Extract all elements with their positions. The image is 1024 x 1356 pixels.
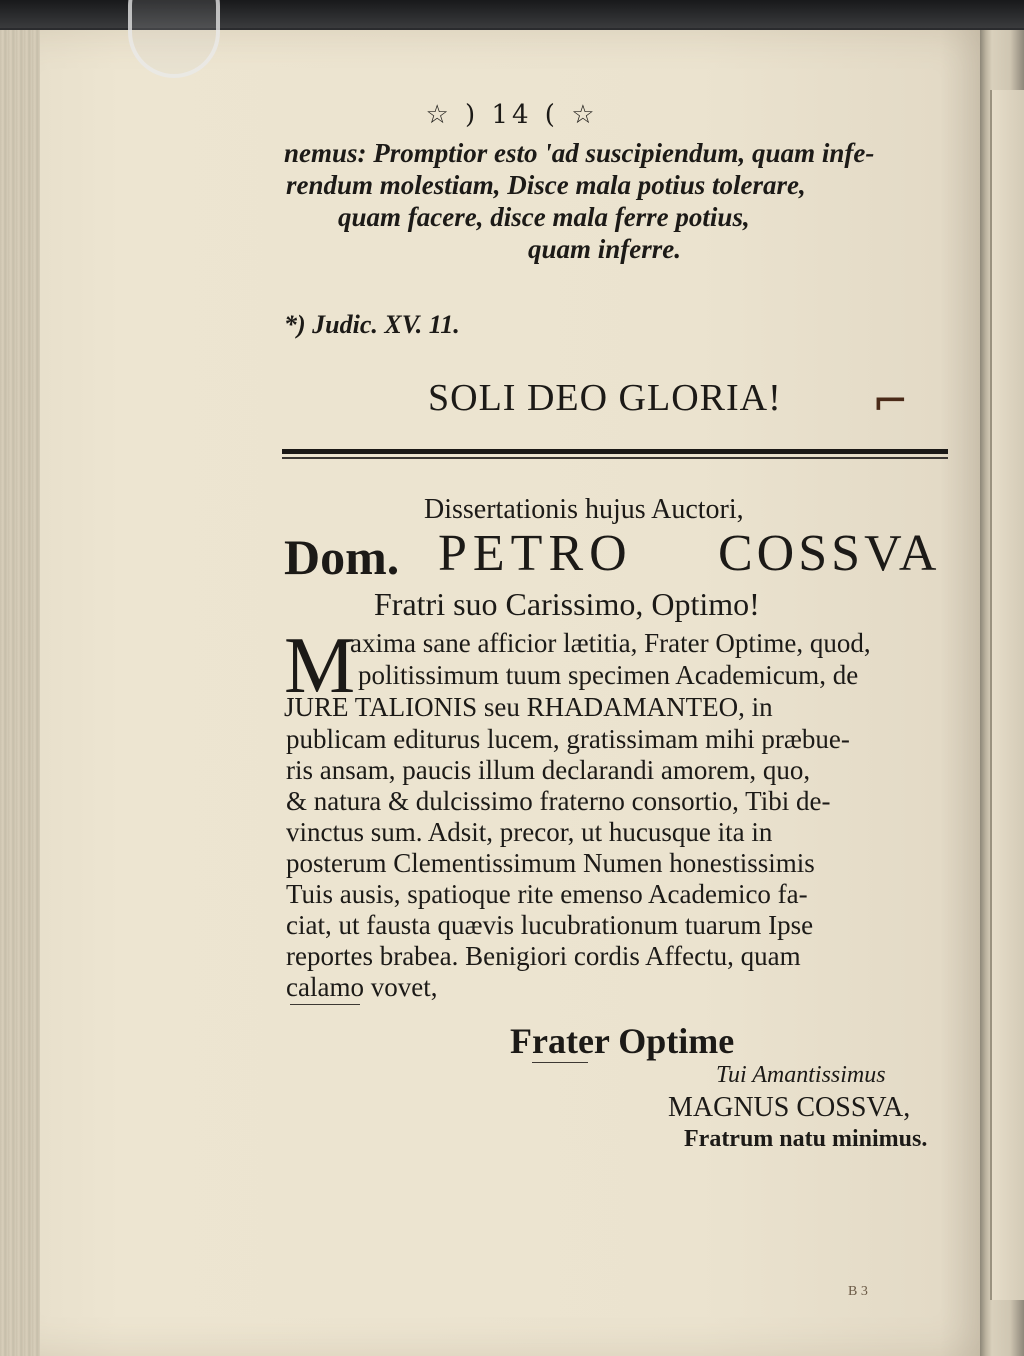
body-line: posterum Clementissimum Numen honestissimis: [286, 848, 815, 878]
frater-underline: [532, 1062, 588, 1063]
dedication-name-first: PETRO: [438, 525, 633, 582]
dedication-epithet: Fratri suo Carissimo, Optimo!: [374, 586, 760, 622]
section-divider-thin: [282, 457, 948, 459]
body-line: Tuis ausis, spatioque rite emenso Academico fa-: [286, 879, 808, 909]
body-line: politissimum tuum specimen Academicum, de: [358, 660, 859, 690]
body-line: vinctus sum. Adsit, precor, ut hucusque ita in: [286, 817, 773, 847]
signature-epithet: Tui Amantissimus: [716, 1062, 886, 1088]
closing-formula: SOLI DEO GLORIA!: [428, 377, 782, 419]
dedication-intro: Dissertationis hujus Auctori,: [424, 494, 744, 525]
drop-cap: M: [284, 622, 356, 710]
body-line: reportes brabea. Benigiori cordis Affectu, quam: [286, 941, 801, 971]
signature-name: MAGNUS COSSVA,: [668, 1092, 911, 1123]
body-line: ris ansam, paucis illum declarandi amorem, quo,: [286, 755, 811, 785]
next-page-edge: [990, 90, 1024, 1300]
section-divider: [282, 449, 948, 454]
body-line: axima sane afficior lætitia, Frater Optime, quod,: [350, 628, 871, 658]
ink-mark-icon: ⌐: [872, 376, 909, 427]
body-line: publicam editurus lucem, gratissimam mihi præbue-: [286, 724, 850, 754]
signature-relation: Fratrum natu minimus.: [684, 1126, 928, 1152]
body-line: JURE TALIONIS seu RHADAMANTEO, in: [284, 692, 773, 722]
footnote: *) Judic. XV. 11.: [284, 310, 460, 339]
passage-line: rendum molestiam, Disce mala potius tolerare,: [286, 170, 806, 200]
passage-line: nemus: Promptior esto 'ad suscipiendum, quam infe-: [284, 138, 875, 168]
closing-address: Frater Optime: [510, 1021, 735, 1061]
passage-line: quam inferre.: [528, 234, 682, 264]
signature-mark: B 3: [848, 1284, 868, 1299]
running-head: ☆ ) 14 ( ☆: [425, 100, 599, 130]
page-gutter-edge: [0, 30, 40, 1356]
dedication-salutation-prefix: Dom.: [284, 529, 400, 585]
passage-line: quam facere, disce mala ferre potius,: [338, 202, 750, 232]
dedication-name-last: COSSVA: [718, 525, 941, 582]
body-line: & natura & dulcissimo fraterno consortio, Tibi de-: [286, 786, 831, 816]
body-line: ciat, ut fausta quævis lucubrationum tuarum Ipse: [286, 910, 814, 940]
calamo-underline: [290, 1004, 360, 1005]
body-line: calamo vovet,: [286, 972, 438, 1002]
